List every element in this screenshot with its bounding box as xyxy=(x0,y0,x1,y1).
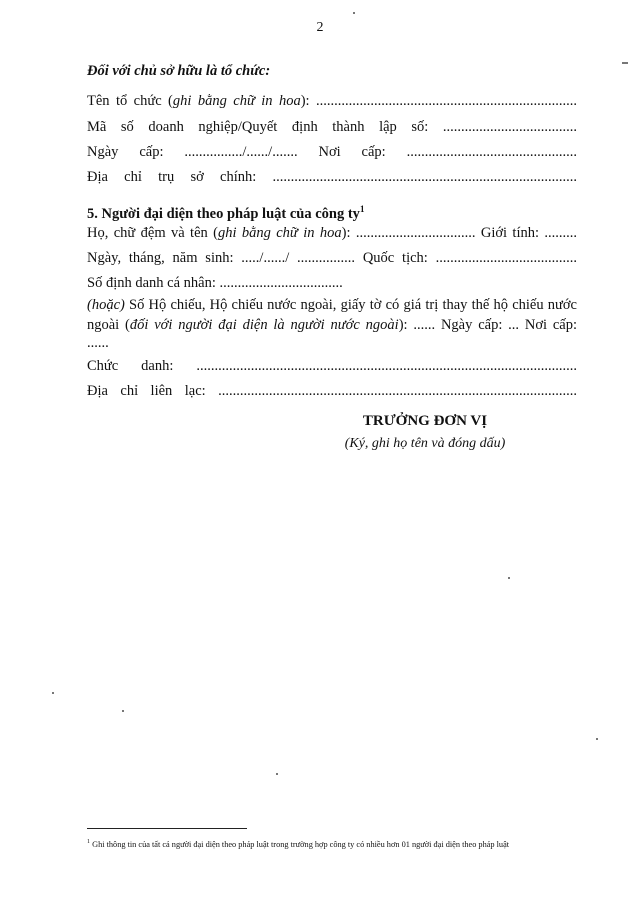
org-name-tail: ): ........................................................................ xyxy=(300,93,577,109)
scan-speck xyxy=(596,738,598,740)
footnote-divider xyxy=(87,828,247,829)
org-address-line: Địa chỉ trụ sở chính: .................................................................................... xyxy=(87,169,577,185)
signature-title: TRƯỞNG ĐƠN VỊ xyxy=(362,413,488,429)
scan-speck xyxy=(508,577,510,579)
rep-contact-line: Địa chỉ liên lạc: ................................................................................................... xyxy=(87,383,577,399)
footnote-mark: 1 xyxy=(87,839,90,845)
rep-name-line xyxy=(87,224,577,242)
rep-heading-text: 5. Người đại diện theo pháp luật của công ty xyxy=(87,205,360,222)
org-tax-line: Mã số doanh nghiệp/Quyết định thành lập số: ..................................... xyxy=(87,119,577,135)
rep-dob-line: Ngày, tháng, năm sinh: ...../....../ ................ Quốc tịch: ....................................... xyxy=(87,250,577,266)
rep-passport-pre: ngoài ( xyxy=(87,317,130,333)
signature-note: (Ký, ghi họ tên và đóng dấu) xyxy=(344,436,506,451)
scan-speck xyxy=(122,710,124,712)
scan-speck xyxy=(353,12,355,14)
rep-heading-footnote-mark: 1 xyxy=(359,204,365,214)
rep-passport-hoac: (hoặc) xyxy=(87,297,125,313)
rep-id-line: Số định danh cá nhân: .................................. xyxy=(87,275,343,291)
org-name-line xyxy=(87,92,577,110)
rep-passport-line-1 xyxy=(87,296,577,314)
scan-speck xyxy=(52,692,54,694)
rep-passport-text-1: Số Hộ chiếu, Hộ chiếu nước ngoài, giấy tờ có giá trị thay thế hộ chiếu nước xyxy=(124,297,577,313)
rep-passport-hint: đối với người đại diện là người nước ngoài xyxy=(129,317,399,333)
org-section-heading: Đối với chủ sở hữu là tổ chức: xyxy=(87,63,271,79)
page-number: 2 xyxy=(316,20,324,35)
org-name-label: Tên tổ chức ( xyxy=(87,93,173,109)
rep-name-label: Họ, chữ đệm và tên ( xyxy=(87,225,218,241)
rep-name-tail: ): ................................. Giới tính: ......... xyxy=(341,225,578,241)
org-name-hint: ghi bằng chữ in hoa xyxy=(172,93,301,109)
scan-speck xyxy=(276,773,278,775)
org-date-line: Ngày cấp: ................/....../....... Nơi cấp: ............................................... xyxy=(87,144,577,160)
rep-name-hint: ghi bằng chữ in hoa xyxy=(217,225,342,241)
footnote-text: Ghi thông tin của tất cả người đại diện theo pháp luật trong trường hợp công ty có nhiều hơn 01 người đại diện theo pháp luật xyxy=(90,839,510,849)
rep-title-line: Chức danh: ......................................................................................................... xyxy=(87,358,577,374)
rep-passport-line-2 xyxy=(87,316,577,334)
rep-passport-tail: ): ...... Ngày cấp: ... Nơi cấp: xyxy=(398,317,578,333)
rep-passport-line-3: ...... xyxy=(87,335,109,351)
scan-speck xyxy=(622,62,628,64)
footnote xyxy=(87,836,509,851)
rep-section-heading xyxy=(87,200,577,223)
